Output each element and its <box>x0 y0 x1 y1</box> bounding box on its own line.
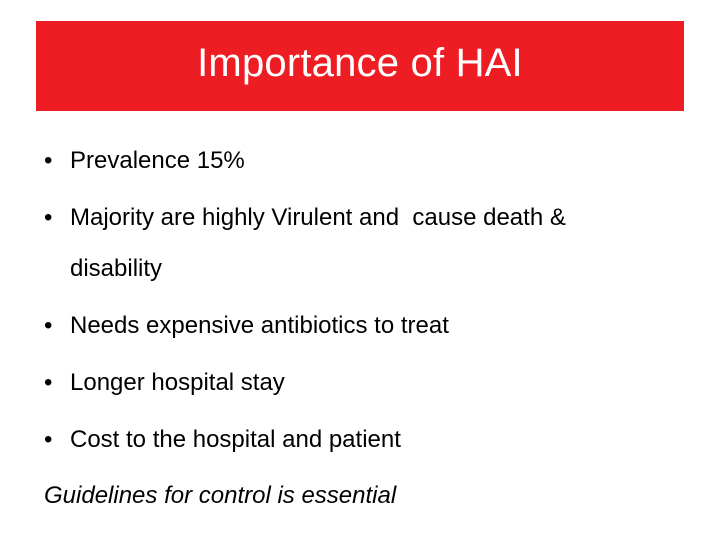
bullet-item <box>44 314 684 338</box>
bullet-item <box>44 149 684 173</box>
bullet-text: Needs expensive antibiotics to treat <box>70 312 449 339</box>
bullet-marker: • <box>44 426 53 453</box>
bullet-marker: • <box>44 312 53 339</box>
bullet-continuation: disability <box>70 255 163 282</box>
title-banner <box>36 21 684 111</box>
closing-note: Guidelines for control is essential <box>44 482 397 509</box>
bullet-text: Longer hospital stay <box>70 369 285 396</box>
bullet-text: Prevalence 15% <box>70 147 245 174</box>
bullet-marker: • <box>44 369 53 396</box>
bullet-item <box>44 371 684 395</box>
bullet-text: Cost to the hospital and patient <box>70 426 401 453</box>
bullet-marker: • <box>44 147 53 174</box>
bullet-marker: • <box>44 204 53 231</box>
slide-title: Importance of HAI <box>197 40 523 85</box>
bullet-item <box>44 428 684 452</box>
bullet-text: Majority are highly Virulent and cause death & <box>70 204 566 231</box>
bullet-item <box>44 206 684 230</box>
